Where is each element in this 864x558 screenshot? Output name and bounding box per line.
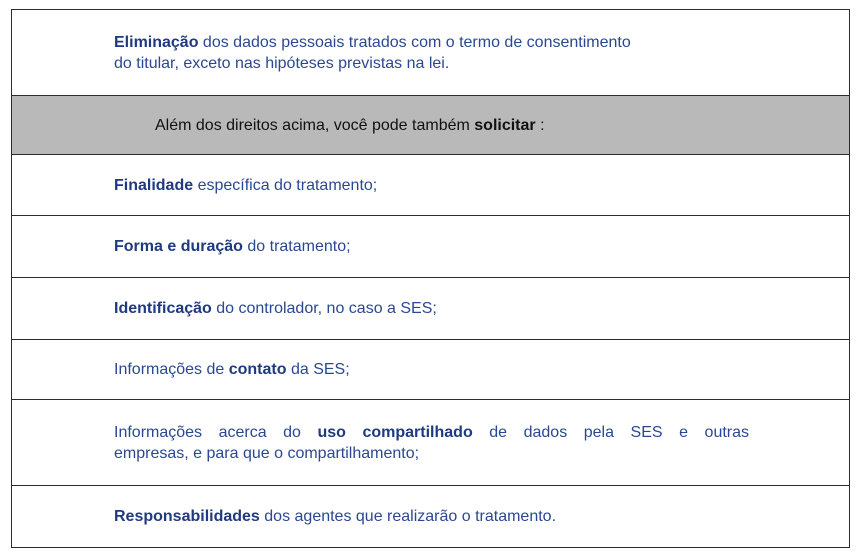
row-bold-term: Forma e duração [114,238,243,255]
row-text: Além dos direitos acima, você pode também [155,116,475,134]
row-text: de dados pela SES e outras [472,423,750,441]
table-row-finalidade [12,155,849,216]
table-row-header [12,96,849,155]
row-text: dos agentes que realizarão o tratamento. [259,507,557,525]
row-text-line [114,53,749,74]
row-text: : [535,116,545,134]
row-text: do tratamento; [242,238,351,255]
row-text-line [114,32,749,53]
row-text-line [114,359,749,380]
row-text: da SES; [286,361,350,378]
rights-table [11,9,850,548]
row-text: do controlador, no caso a SES; [211,300,437,317]
row-bold-term: Eliminação [114,33,199,51]
row-text-line [114,298,749,319]
row-text-line [114,422,749,443]
row-bold-term: uso compartilhado [317,423,473,441]
row-text-line [114,175,749,196]
row-bold-term: contato [228,361,287,378]
row-text: específica do tratamento; [193,176,378,194]
table-row-compartilhado [12,400,849,486]
row-text: Informações de [114,361,229,378]
table-row-forma [12,216,849,278]
row-text-line [114,443,749,464]
row-text: Informações acerca do [114,423,318,441]
table-row-elimination [12,10,849,96]
row-bold-term: Identificação [114,300,212,317]
row-text: do titular, exceto nas hipóteses previstas na lei. [114,54,450,72]
row-bold-term: Responsabilidades [114,507,260,525]
row-text-line [114,506,749,527]
row-bold-term: Finalidade [114,176,194,194]
row-text: dos dados pessoais tratados com o termo de consentimento [198,33,631,51]
row-bold-term: solicitar [474,116,536,134]
row-text: empresas, e para que o compartilhamento; [114,444,420,462]
row-text-line [155,115,749,136]
table-row-responsabilidades [12,486,849,546]
table-row-identificacao [12,278,849,340]
table-row-contato [12,340,849,400]
row-text-line [114,236,749,257]
